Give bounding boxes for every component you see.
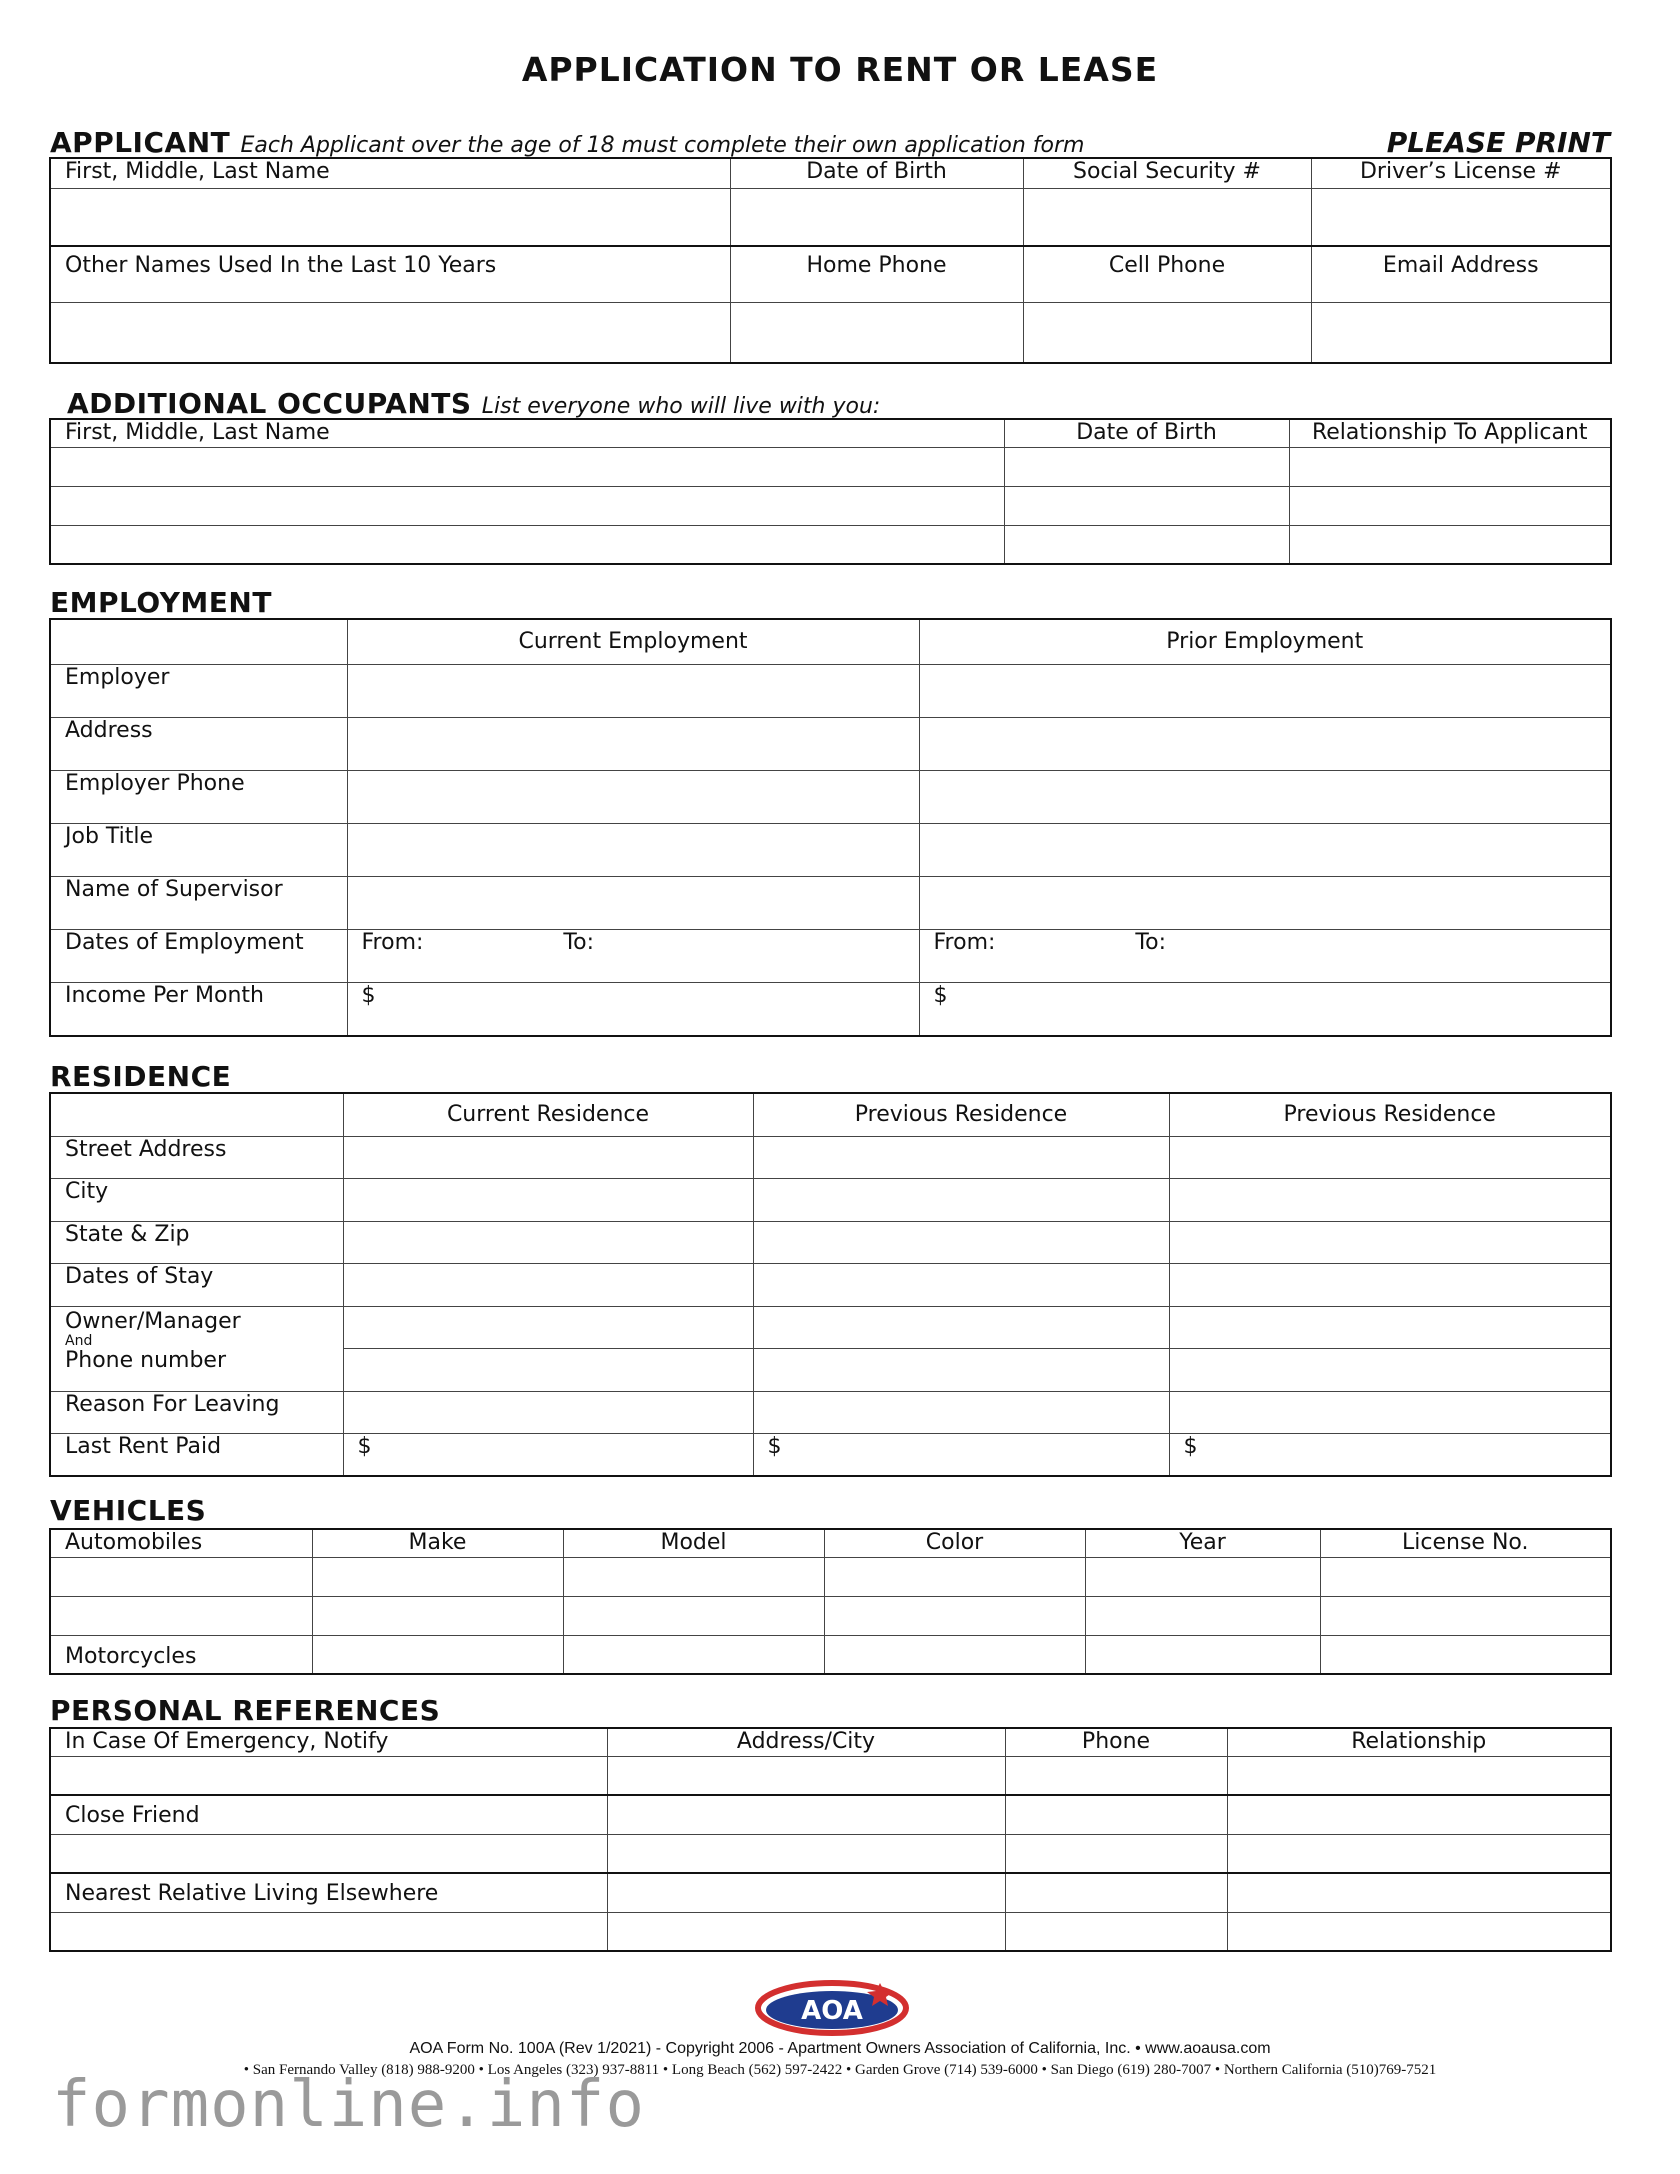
reference-field[interactable] <box>1227 1873 1611 1912</box>
owner-manager-label: Owner/Manager <box>65 1308 241 1334</box>
residence-row-label: City <box>50 1178 343 1221</box>
current-employer-field[interactable] <box>347 664 919 717</box>
residence-row-label: State & Zip <box>50 1221 343 1263</box>
employment-row-label: Dates of Employment <box>50 929 347 982</box>
phone-number-label: Phone number <box>65 1347 227 1373</box>
reference-field[interactable] <box>1005 1756 1227 1795</box>
applicant-header-email: Email Address <box>1311 246 1611 302</box>
applicant-home-phone-field[interactable] <box>730 302 1023 363</box>
employment-table <box>49 618 1612 1037</box>
employment-header-prior: Prior Employment <box>919 619 1611 664</box>
residence-field[interactable] <box>1169 1178 1611 1221</box>
reference-field[interactable] <box>607 1834 1005 1873</box>
vehicles-header-year: Year <box>1085 1529 1320 1557</box>
residence-heading: RESIDENCE <box>50 1060 232 1093</box>
current-income-field[interactable] <box>347 982 919 1036</box>
employment-row-label: Name of Supervisor <box>50 876 347 929</box>
occupant-relationship-field[interactable] <box>1289 447 1611 486</box>
reference-field[interactable] <box>50 1756 607 1795</box>
applicant-name-field[interactable] <box>50 188 730 246</box>
reason-field[interactable] <box>343 1391 753 1433</box>
residence-field[interactable] <box>1169 1221 1611 1263</box>
and-label: And <box>65 1332 93 1349</box>
occupants-heading-group <box>67 387 880 420</box>
rent-field[interactable] <box>1169 1433 1611 1476</box>
employment-heading: EMPLOYMENT <box>50 586 272 619</box>
residence-field[interactable] <box>753 1178 1169 1221</box>
vehicle-field[interactable] <box>1085 1557 1320 1596</box>
vehicle-field[interactable] <box>563 1596 824 1635</box>
prior-job-title-field[interactable] <box>919 823 1611 876</box>
vehicle-field[interactable] <box>1320 1635 1611 1674</box>
vehicle-field[interactable] <box>563 1635 824 1674</box>
currency-symbol: $ <box>933 982 948 1008</box>
occupant-dob-field[interactable] <box>1004 447 1289 486</box>
rent-field[interactable] <box>343 1433 753 1476</box>
applicant-header-cell-phone: Cell Phone <box>1023 246 1311 302</box>
reference-field[interactable] <box>1005 1834 1227 1873</box>
residence-field[interactable] <box>1169 1136 1611 1178</box>
references-header-emergency: In Case Of Emergency, Notify <box>50 1728 607 1756</box>
vehicle-field[interactable] <box>312 1596 563 1635</box>
applicant-dob-field[interactable] <box>730 188 1023 246</box>
currency-symbol: $ <box>767 1433 782 1459</box>
prior-supervisor-field[interactable] <box>919 876 1611 929</box>
close-friend-label: Close Friend <box>50 1795 607 1834</box>
vehicles-table <box>49 1528 1612 1675</box>
occupants-note: List everyone who will live with you: <box>481 394 881 419</box>
vehicle-field[interactable] <box>50 1596 312 1635</box>
prior-employer-phone-field[interactable] <box>919 770 1611 823</box>
vehicle-field[interactable] <box>1085 1635 1320 1674</box>
references-header-relationship: Relationship <box>1227 1728 1611 1756</box>
owner-manager-field[interactable] <box>753 1306 1169 1348</box>
vehicles-header-color: Color <box>824 1529 1085 1557</box>
applicant-license-field[interactable] <box>1311 188 1611 246</box>
watermark-text: formonline.info <box>52 2068 645 2142</box>
occupant-relationship-field[interactable] <box>1289 525 1611 564</box>
employment-row-label: Income Per Month <box>50 982 347 1036</box>
to-label: To: <box>563 929 594 955</box>
applicant-heading: APPLICANT <box>50 126 231 159</box>
vehicles-header-automobiles: Automobiles <box>50 1529 312 1557</box>
occupant-name-field[interactable] <box>50 486 1004 525</box>
from-label: From: <box>933 929 996 955</box>
vehicle-field[interactable] <box>1320 1596 1611 1635</box>
applicant-header-home-phone: Home Phone <box>730 246 1023 302</box>
vehicle-field[interactable] <box>563 1557 824 1596</box>
occupants-header-relationship: Relationship To Applicant <box>1289 419 1611 447</box>
owner-manager-field[interactable] <box>343 1306 753 1348</box>
occupant-name-field[interactable] <box>50 447 1004 486</box>
vehicle-field[interactable] <box>312 1635 563 1674</box>
currency-symbol: $ <box>1183 1433 1198 1459</box>
footer-copyright: AOA Form No. 100A (Rev 1/2021) - Copyright 2006 - Apartment Owners Association of California, Inc. • www.aoausa.com <box>409 2040 1271 2057</box>
residence-header-previous: Previous Residence <box>753 1093 1169 1136</box>
reference-field[interactable] <box>1005 1795 1227 1834</box>
currency-symbol: $ <box>357 1433 372 1459</box>
currency-symbol: $ <box>361 982 376 1008</box>
vehicle-field[interactable] <box>824 1635 1085 1674</box>
page-title: APPLICATION TO RENT OR LEASE <box>521 50 1159 89</box>
prior-employer-field[interactable] <box>919 664 1611 717</box>
residence-corner-cell <box>50 1093 343 1136</box>
reference-field[interactable] <box>1227 1795 1611 1834</box>
applicant-note: Each Applicant over the age of 18 must complete their own application form <box>240 133 1085 158</box>
vehicle-field[interactable] <box>312 1557 563 1596</box>
references-header-phone: Phone <box>1005 1728 1227 1756</box>
occupants-table <box>49 418 1612 565</box>
references-table <box>49 1727 1612 1952</box>
applicant-header-other-names: Other Names Used In the Last 10 Years <box>50 246 730 302</box>
current-address-field[interactable] <box>347 717 919 770</box>
owner-manager-label-cell <box>50 1306 343 1391</box>
residence-header-previous-2: Previous Residence <box>1169 1093 1611 1136</box>
occupant-relationship-field[interactable] <box>1289 486 1611 525</box>
residence-field[interactable] <box>753 1136 1169 1178</box>
reference-field[interactable] <box>1227 1912 1611 1951</box>
please-print-label: PLEASE PRINT <box>1386 126 1610 159</box>
prior-dates-field[interactable] <box>919 929 1611 982</box>
applicant-ssn-field[interactable] <box>1023 188 1311 246</box>
to-label: To: <box>1135 929 1166 955</box>
vehicle-field[interactable] <box>824 1557 1085 1596</box>
applicant-other-names-field[interactable] <box>50 302 730 363</box>
residence-row-label: Last Rent Paid <box>50 1433 343 1476</box>
residence-field[interactable] <box>753 1263 1169 1306</box>
aoa-logo-text: AOA <box>801 1996 863 2026</box>
from-label: From: <box>361 929 424 955</box>
occupants-header-name: First, Middle, Last Name <box>50 419 1004 447</box>
applicant-header-license: Driver’s License # <box>1311 158 1611 188</box>
vehicles-header-license: License No. <box>1320 1529 1611 1557</box>
residence-header-current: Current Residence <box>343 1093 753 1136</box>
residence-field[interactable] <box>343 1178 753 1221</box>
employment-row-label: Employer <box>50 664 347 717</box>
motorcycles-label: Motorcycles <box>50 1635 312 1674</box>
owner-phone-field[interactable] <box>753 1348 1169 1391</box>
applicant-header-name: First, Middle, Last Name <box>50 158 730 188</box>
reference-field[interactable] <box>607 1756 1005 1795</box>
residence-field[interactable] <box>1169 1263 1611 1306</box>
employment-row-label: Employer Phone <box>50 770 347 823</box>
employment-corner-cell <box>50 619 347 664</box>
reference-field[interactable] <box>1227 1756 1611 1795</box>
residence-table <box>49 1092 1612 1477</box>
applicant-cell-phone-field[interactable] <box>1023 302 1311 363</box>
reference-field[interactable] <box>1005 1873 1227 1912</box>
current-supervisor-field[interactable] <box>347 876 919 929</box>
vehicle-field[interactable] <box>1085 1596 1320 1635</box>
owner-phone-field[interactable] <box>343 1348 753 1391</box>
vehicles-heading: VEHICLES <box>50 1494 207 1527</box>
vehicles-header-make: Make <box>312 1529 563 1557</box>
reason-field[interactable] <box>1169 1391 1611 1433</box>
current-employer-phone-field[interactable] <box>347 770 919 823</box>
applicant-email-field[interactable] <box>1311 302 1611 363</box>
residence-row-label: Reason For Leaving <box>50 1391 343 1433</box>
footer-offices: • San Fernando Valley (818) 988-9200 • Los Angeles (323) 937-8811 • Long Beach (562) 597-2422 • Garden Grove (714) 539-6000 • San Diego (619) 280-7007 • Northern California (510)769-7521 <box>243 2062 1437 2078</box>
occupants-heading: ADDITIONAL OCCUPANTS <box>67 387 472 420</box>
owner-manager-field[interactable] <box>1169 1306 1611 1348</box>
current-job-title-field[interactable] <box>347 823 919 876</box>
occupants-header-dob: Date of Birth <box>1004 419 1289 447</box>
occupant-name-field[interactable] <box>50 525 1004 564</box>
applicant-heading-group <box>50 126 1084 159</box>
reason-field[interactable] <box>753 1391 1169 1433</box>
current-dates-field[interactable] <box>347 929 919 982</box>
residence-field[interactable] <box>343 1136 753 1178</box>
residence-field[interactable] <box>343 1221 753 1263</box>
residence-row-label: Dates of Stay <box>50 1263 343 1306</box>
vehicle-field[interactable] <box>50 1557 312 1596</box>
prior-income-field[interactable] <box>919 982 1611 1036</box>
reference-field[interactable] <box>50 1834 607 1873</box>
vehicles-header-model: Model <box>563 1529 824 1557</box>
owner-phone-field[interactable] <box>1169 1348 1611 1391</box>
vehicle-field[interactable] <box>824 1596 1085 1635</box>
reference-field[interactable] <box>1227 1834 1611 1873</box>
occupant-dob-field[interactable] <box>1004 486 1289 525</box>
residence-row-label: Street Address <box>50 1136 343 1178</box>
residence-field[interactable] <box>343 1263 753 1306</box>
aoa-logo <box>752 1975 912 2037</box>
nearest-relative-label: Nearest Relative Living Elsewhere <box>50 1873 607 1912</box>
reference-field[interactable] <box>607 1873 1005 1912</box>
occupant-dob-field[interactable] <box>1004 525 1289 564</box>
employment-row-label: Address <box>50 717 347 770</box>
reference-field[interactable] <box>1005 1912 1227 1951</box>
references-header-address: Address/City <box>607 1728 1005 1756</box>
prior-address-field[interactable] <box>919 717 1611 770</box>
applicant-header-dob: Date of Birth <box>730 158 1023 188</box>
rent-field[interactable] <box>753 1433 1169 1476</box>
references-heading: PERSONAL REFERENCES <box>50 1694 441 1727</box>
reference-field[interactable] <box>50 1912 607 1951</box>
applicant-header-ssn: Social Security # <box>1023 158 1311 188</box>
applicant-table <box>49 157 1612 364</box>
employment-header-current: Current Employment <box>347 619 919 664</box>
residence-field[interactable] <box>753 1221 1169 1263</box>
vehicle-field[interactable] <box>1320 1557 1611 1596</box>
employment-row-label: Job Title <box>50 823 347 876</box>
reference-field[interactable] <box>607 1795 1005 1834</box>
reference-field[interactable] <box>607 1912 1005 1951</box>
